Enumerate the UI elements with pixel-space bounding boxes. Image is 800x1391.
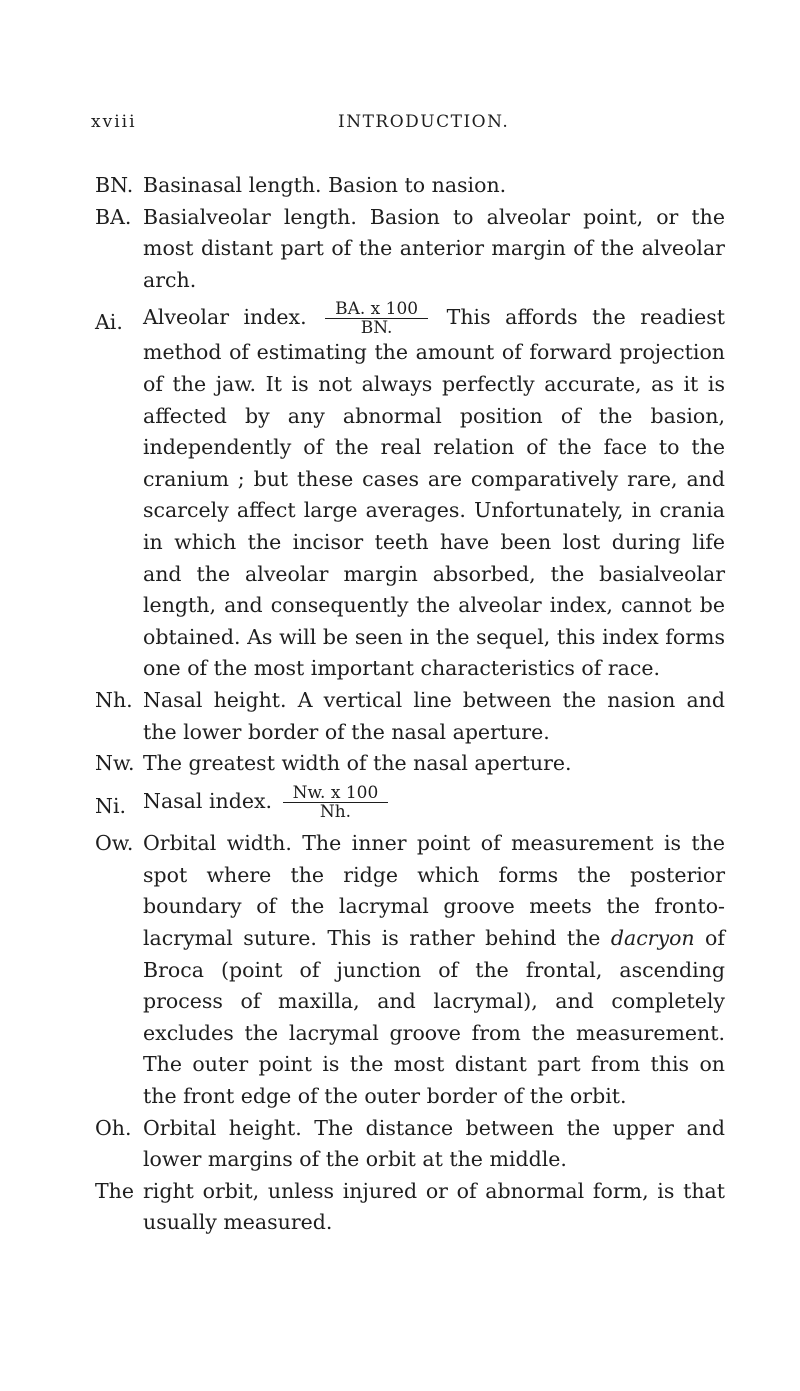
entry-text: Nasal height. A vertical line between the nasion and the lower border of the nasal aperture. <box>143 687 725 744</box>
entry-text: Basinasal length. Basion to nasion. <box>143 173 507 197</box>
nasal-index-formula <box>283 784 389 821</box>
entry-text: Orbital width. The inner point of measurement is the spot where the ridge which forms the posterior boundary of the lacrymal groove meets the fronto-lacrymal suture. This is rather behind the <box>143 831 725 951</box>
entry-nw <box>95 748 725 780</box>
closing-text: right orbit, unless injured or of abnormal form, is that usually measured. <box>143 1178 725 1235</box>
entry-body <box>143 828 725 1112</box>
entry-ni <box>95 784 725 823</box>
entry-abbr: BN. <box>95 173 134 197</box>
entry-ba <box>95 202 725 297</box>
entry-text: This affords the readiest method of estimating the amount of forward projection of the jaw. It is not always perfectly accurate, as it is affected by any abnormal position of the basion, independently of the real relation of the face to the cranium ; but these cases are comparatively rare, and scarcely affect large averages. Unfortunately, in crania in which the incisor teeth have been lost during life and the alveolar margin absorbed, the basialveolar length, and consequently the alveolar index, cannot be obtained. As will be seen in the sequel, this index forms one of the most important characteristics of race. <box>143 305 725 681</box>
entry-ow <box>95 828 725 1112</box>
page-number: xviii <box>91 112 137 132</box>
entry-text: The greatest width of the nasal aperture. <box>143 751 572 776</box>
entry-bn <box>95 170 725 202</box>
entry-abbr: Nh. <box>95 687 133 712</box>
alveolar-index-formula <box>325 300 428 337</box>
entry-abbr: BA. <box>95 204 132 229</box>
page-header <box>0 112 800 142</box>
entry-abbr: Ai. <box>95 310 123 335</box>
closing-paragraph <box>95 1176 725 1239</box>
closing-lead: The <box>95 1178 135 1203</box>
entry-abbr: Ow. <box>95 831 134 856</box>
running-head: INTRODUCTION. <box>338 112 510 132</box>
formula-numerator: BA. x 100 <box>325 300 428 319</box>
formula-denominator: BN. <box>360 318 393 339</box>
index-label: Alveolar index. <box>143 305 307 330</box>
entry-oh <box>95 1113 725 1176</box>
formula-denominator: Nh. <box>319 801 352 822</box>
entry-body <box>143 300 725 685</box>
body-text <box>95 170 725 1239</box>
entry-text: Orbital height. The distance between the upper and lower margins of the orbit at the middle. <box>143 1115 725 1172</box>
entry-abbr: Nw. <box>95 751 135 776</box>
entry-nh <box>95 685 725 748</box>
dacryon-term: dacryon <box>610 926 695 951</box>
entry-abbr: Ni. <box>95 793 127 818</box>
entry-text-cont: of Broca (point of junction of the frontal, ascending process of maxilla, and lacrymal), and completely excludes the lacrymal groove from the measurement. The outer point is the most distant part from this on the front edge of the outer border of the orbit. <box>143 926 725 1109</box>
entry-ai <box>95 300 725 685</box>
index-label: Nasal index. <box>143 788 273 813</box>
entry-body <box>143 784 725 823</box>
formula-numerator: Nw. x 100 <box>283 784 389 803</box>
entry-abbr: Oh. <box>95 1115 132 1140</box>
entry-text: Basialveolar length. Basion to alveolar point, or the most distant part of the anterior margin of the alveolar arch. <box>143 204 725 292</box>
